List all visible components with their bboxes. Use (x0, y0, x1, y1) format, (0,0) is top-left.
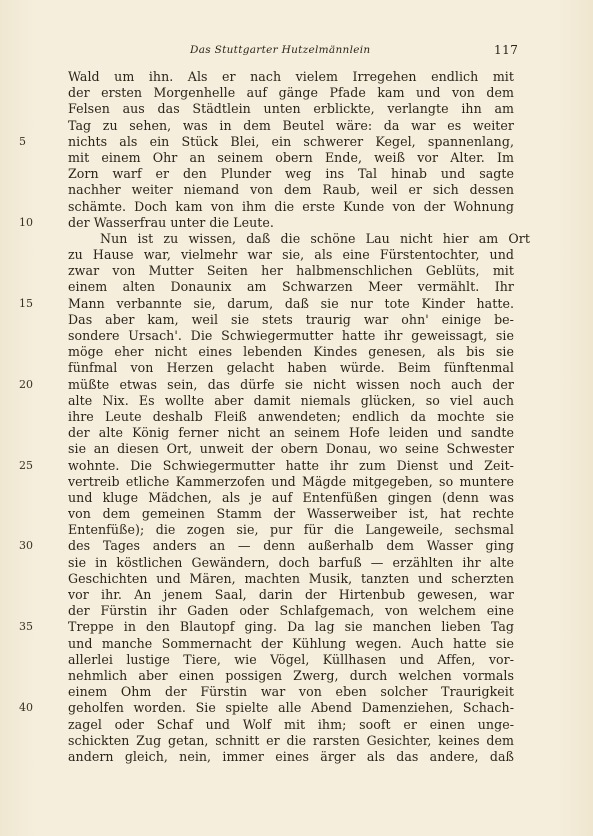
text-line (19, 700, 514, 716)
text-line (68, 522, 514, 538)
line-text: zwar von Mutter Seiten her halbmenschlichen Geblüts, mit (68, 263, 514, 279)
text-line (68, 490, 514, 506)
line-text: nichts als ein Stück Blei, ein schwerer Kegel, spannenlang, (68, 133, 514, 149)
text-line (19, 295, 514, 312)
line-text: sie an diesen Ort, unweit der obern Donau, wo seine Schwester (68, 441, 514, 457)
line-text: Mann verbannte sie, darum, daß sie nur tote Kinder hatte. (68, 295, 514, 311)
line-text: mit einem Ohr an seinem obern Ende, weiß vor Alter. Im (68, 149, 514, 165)
line-text: Tag zu sehen, was in dem Beutel wäre: da war es weiter (68, 117, 514, 133)
text-line (19, 376, 514, 393)
running-title: Das Stuttgarter Hutzelmännlein (190, 44, 371, 56)
text-line (68, 85, 514, 101)
line-text: alte Nix. Es wollte aber damit niemals glücken, so viel auch (68, 392, 514, 408)
text-line (68, 182, 514, 198)
line-text: Zorn warf er den Plunder weg ins Tal hinab und sagte (68, 166, 514, 182)
line-text: vor ihr. An jenem Saal, darin der Hirtenbub gewesen, war (68, 587, 514, 602)
text-line (68, 344, 514, 360)
text-line (68, 555, 514, 571)
text-line (68, 279, 514, 295)
line-text: Felsen aus das Städtlein unten erblickte, verlangte ihn am (68, 101, 514, 117)
text-line (68, 360, 514, 376)
line-number: 35 (19, 620, 34, 634)
text-line (68, 587, 514, 603)
text-line (68, 749, 514, 765)
line-text: allerlei lustige Tiere, wie Vögel, Küllhasen und Affen, vor- (68, 651, 514, 667)
line-text: der Wasserfrau unter die Leute. (68, 214, 274, 230)
text-line (68, 474, 514, 490)
line-text: wohnte. Die Schwiegermutter hatte ihr zum Dienst und Zeit- (68, 457, 514, 473)
text-line (68, 150, 514, 166)
line-text: schickten Zug getan, schnitt er die rarsten Gesichter, keines dem (68, 732, 514, 748)
body-text (19, 69, 530, 765)
line-text: zagel oder Schaf und Wolf mit ihm; sooft er einen unge- (68, 716, 514, 732)
text-line (68, 118, 514, 134)
text-line (68, 425, 514, 441)
line-text: Geschichten und Mären, machten Musik, tanzten und scherzten (68, 570, 514, 586)
text-line (68, 652, 514, 668)
text-line (68, 733, 514, 749)
line-number: 40 (19, 701, 34, 715)
line-text: ihre Leute deshalb Fleiß anwendeten; endlich da mochte sie (68, 408, 514, 424)
line-text: Nun ist zu wissen, daß die schöne Lau nicht hier am Ort (100, 230, 530, 246)
line-text: nachher weiter niemand von dem Raub, weil er sich dessen (68, 182, 514, 198)
line-text: geholfen worden. Sie spielte alle Abend Damenziehen, Schach- (68, 700, 514, 716)
line-number: 30 (19, 539, 34, 553)
line-text: des Tages anders an — denn außerhalb dem Wasser ging (68, 538, 514, 554)
text-line (68, 166, 514, 182)
line-text: vertreib etliche Kammerzofen und Mägde mitgegeben, so muntere (68, 473, 514, 489)
line-number: 25 (19, 458, 34, 472)
line-text: sondere Ursach'. Die Schwiegermutter hatte ihr geweissagt, sie (68, 328, 514, 343)
line-number: 5 (19, 134, 27, 148)
page-number: 117 (494, 43, 519, 57)
text-line (68, 571, 514, 587)
text-line (68, 717, 514, 733)
text-line (68, 101, 514, 117)
text-line (68, 684, 514, 700)
text-line (68, 603, 514, 619)
text-line (68, 247, 514, 263)
line-text: zu Hause war, vielmehr war sie, als eine Fürstentochter, und (68, 247, 514, 263)
running-head (0, 44, 593, 62)
text-line (19, 133, 514, 150)
line-number: 10 (19, 215, 34, 229)
text-line (68, 263, 514, 279)
line-text: und kluge Mädchen, als je auf Entenfüßen gingen (denn was (68, 489, 514, 505)
line-text: Treppe in den Blautopf ging. Da lag sie manchen lieben Tag (68, 619, 514, 635)
line-text: möge eher nicht eines lebenden Kindes genesen, als bis sie (68, 344, 514, 360)
line-text: der Fürstin ihr Gaden oder Schlafgemach, von welchem eine (68, 603, 514, 619)
line-text: und manche Sommernacht der Kühlung wegen. Auch hatte sie (68, 635, 514, 651)
line-text: einem alten Donaunix am Schwarzen Meer vermählt. Ihr (68, 279, 514, 295)
text-line (19, 538, 514, 554)
text-line (68, 668, 514, 684)
line-text: sie in köstlichen Gewändern, doch barfuß — erzählten ihr alte (68, 554, 514, 570)
text-line (68, 506, 514, 522)
text-line (68, 636, 514, 652)
line-text: andern gleich, nein, immer eines ärger als das andere, daß (68, 748, 514, 764)
text-line (19, 619, 514, 635)
line-text: müßte etwas sein, das dürfe sie nicht wissen noch auch der (68, 376, 514, 392)
text-line (68, 312, 514, 328)
text-line (68, 69, 514, 85)
line-text: der alte König ferner nicht an seinem Hofe leiden und sandte (68, 425, 514, 441)
line-text: nehmlich aber einen possigen Zwerg, durch welchen vormals (68, 667, 514, 683)
line-text: der ersten Morgenhelle auf gänge Pfade kam und von dem (68, 85, 514, 101)
line-text: schämte. Doch kam von ihm die erste Kunde von der Wohnung (68, 198, 514, 214)
text-line (68, 199, 514, 215)
line-number: 20 (19, 377, 34, 391)
text-line (68, 441, 514, 457)
text-line (68, 409, 514, 425)
text-line (19, 457, 514, 474)
line-text: einem Ohm der Fürstin war von eben solcher Traurigkeit (68, 684, 514, 700)
line-text: fünfmal von Herzen gelacht haben würde. Beim fünftenmal (68, 360, 514, 376)
text-line (68, 230, 530, 247)
line-text: Entenfüße); die zogen sie, pur für die Langeweile, sechsmal (68, 522, 514, 538)
line-text: Wald um ihn. Als er nach vielem Irregehen endlich mit (68, 69, 514, 84)
text-line (19, 214, 514, 231)
line-number: 15 (19, 296, 34, 310)
text-line (68, 328, 514, 344)
text-line (68, 393, 514, 409)
line-text: Das aber kam, weil sie stets traurig war ohn' einige be- (68, 311, 514, 327)
line-text: von dem gemeinen Stamm der Wasserweiber ist, hat rechte (68, 506, 514, 522)
